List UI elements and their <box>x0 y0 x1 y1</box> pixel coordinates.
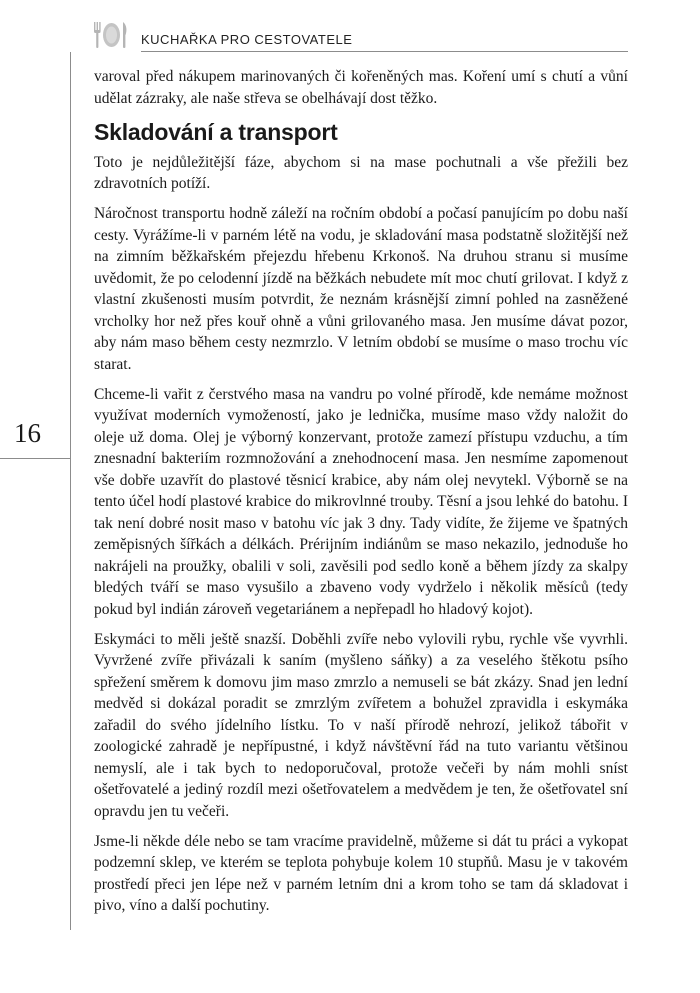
paragraph: Toto je nejdůležitější fáze, abychom si na mase pochutnali a vše přežili bez zdravotních potíží. <box>94 153 628 192</box>
intro-paragraph: varoval před nákupem marinovaných či kořeněných mas. Koření umí s chutí a vůní udělat zázraky, ale naše střeva se obelhávají dost těžko. <box>94 68 628 107</box>
plate-and-cutlery-icon <box>92 20 130 50</box>
paragraph: Náročnost transportu hodně záleží na ročním období a počasí panujícím po dobu naší cesty. Vyrážíme-li v parném létě na vodu, je skladování masa podstatně složitější než na zimním běžkařském přejezdu hřebenu Krkonoš. Na druhou stranu si musíme uvědomit, že po celodenní jízdě na běžkách nebudete mít moc chutí grilovat. I když z vlastní zkušenosti musím potvrdit, že neznám krásnější zimní pohled na zasněžené vrcholky hor než přes kouř ohně a vůni grilovaného masa. Jen musíme dávat pozor, aby nám maso během cesty nezmrzlo. V letním období se musíme o maso trochu víc starat. <box>94 205 628 373</box>
page-number: 16 <box>14 418 41 448</box>
section-heading: Skladování a transport <box>94 118 338 145</box>
running-head-title: KUCHAŘKA PRO CESTOVATELE <box>141 32 353 47</box>
header-rule <box>141 51 628 52</box>
page-body <box>94 66 628 925</box>
margin-vertical-rule <box>70 52 71 930</box>
paragraph: Jsme-li někde déle nebo se tam vracíme pravidelně, můžeme si dát tu práci a vykopat podzemní sklep, ve kterém se teplota pohybuje kolem 10 stupňů. Masu je v takovém prostředí přeci jen lépe než v parném letním dni a krom toho se tam dá skladovat i pivo, víno a další pochutiny. <box>94 832 628 914</box>
page-number-rule <box>0 458 70 459</box>
paragraph: Eskymáci to měli ještě snazší. Doběhli zvíře nebo vylovili rybu, rychle vše vyvrhli. Vyvržené zvíře přivázali k saním (myšleno sáňky) a za veselého štěkotu psího spřežení směrem k domovu jim maso zmrzlo a nemuseli se bát zkázy. Snad jen lední medvěd si dokázal poradit se zmrzlým zvířetem a bohužel zpravidla i eskymáka zařadil do svého jídelního lístku. To v naší přírodě nehrozí, jelikož tábořit v zoologické zahradě je nepřípustné, i když návštěvní řád na tuto variantu většinou nemyslí, ale i tak bych to nedoporučoval, protože večeři by nám mohli sníst ošetřovatelé a jediný rozdíl mezi ošetřovatelem a medvědem je ten, že ošetřovatel sní opravdu jen tu večeři. <box>94 630 628 820</box>
paragraph: Chceme-li vařit z čerstvého masa na vandru po volné přírodě, kde nemáme možnost využívat moderních vymožeností, jako je lednička, musíme maso vždy naložit do oleje už doma. Olej je výborný konzervant, protože zamezí přístupu vzduchu, a tím znesnadní bakteriím rozmnožování a znehodnocení masa. Jen nesmíme zapomenout vše dobře uzavřít do plastové těsnicí krabice, aby nám olej nevytekl. Výborně se na tento účel hodí plastové krabice do mikrovlnné trouby. Těsní a jsou lehké do batohu. I tak není dobré nosit maso v batohu víc jak 3 dny. Tady vidíte, že žijeme ve špatných zeměpisných šířkách a délkách. Prérijním indiánům se maso nekazilo, jednoduše ho nakrájeli na proužky, obalili v soli, zavěsili pod sedlo koně a během jízdy za skalpy bledých tváří se maso vysušilo a zbaveno vody vydrželo i několik měsíců (tedy pokud byl indián zároveň vegetariánem a nepřepadl ho hladový kojot). <box>94 385 628 618</box>
